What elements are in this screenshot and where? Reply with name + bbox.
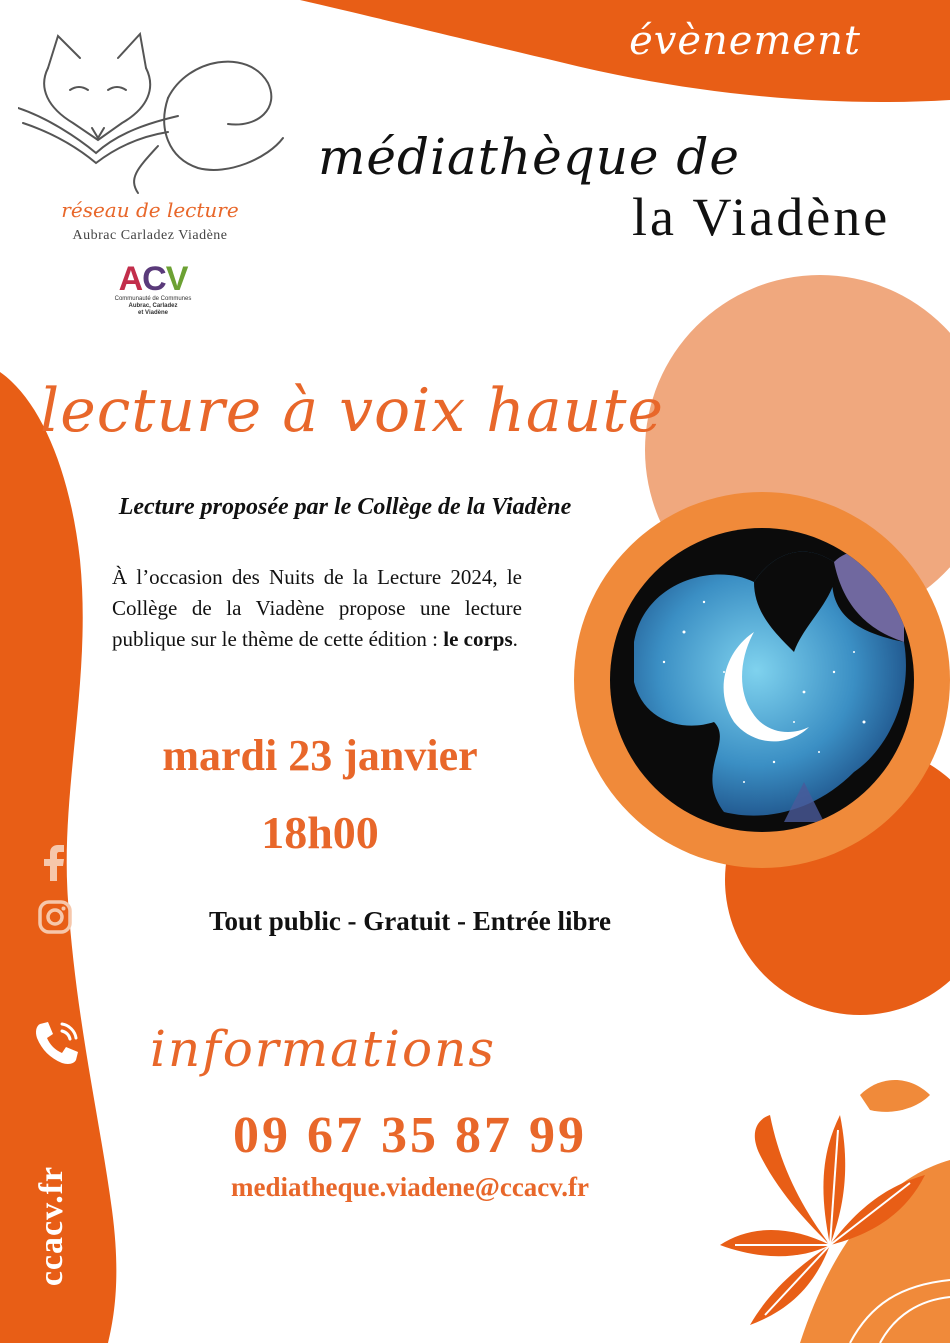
acv-logo [112,262,194,317]
facebook-icon[interactable] [40,843,68,883]
acv-caption-line2: Aubrac, Carladez [128,303,178,309]
acv-letter-a: A [118,260,143,298]
description-start: À l’occasion des Nuits de la Lecture 2024, le Collège de la Viadène propose une lecture publique sur le thème de cette édition : [112,565,522,651]
event-subtitle: Lecture proposée par le Collège de la Viadène [118,494,572,520]
phone-icon[interactable] [32,1018,82,1068]
network-subtitle: Aubrac Carladez Viadène [72,228,228,243]
description-end: . [512,627,518,651]
network-label: réseau de lecture [61,198,239,222]
phone-number[interactable]: 09 67 35 87 99 [233,1107,587,1164]
fox-logo-icon [18,28,288,198]
flower-icon [710,1075,950,1343]
acv-caption-line3: et Viadène [138,310,168,316]
event-tag: évènement [629,18,861,64]
instagram-icon[interactable] [38,900,72,934]
venue-line1: médiathèque de [318,128,740,186]
access-info: Tout public - Gratuit - Entrée libre [208,906,611,936]
event-title: lecture à voix haute [40,376,664,446]
event-time: 18h00 [261,807,379,858]
email-address[interactable]: mediatheque.viadene@ccacv.fr [230,1172,590,1202]
moon-illustration [604,522,920,838]
venue-line2: la Viadène [632,187,891,247]
event-description [112,562,522,655]
info-title: informations [150,1020,496,1078]
acv-caption-line1: Communauté de Communes [114,296,192,302]
acv-letters [112,262,194,296]
acv-letter-v: V [165,260,188,298]
acv-letter-c: C [142,260,166,298]
website-link[interactable]: ccacv.fr [33,1165,70,1287]
event-date: mardi 23 janvier [162,731,478,780]
description-bold: le corps [443,627,513,651]
